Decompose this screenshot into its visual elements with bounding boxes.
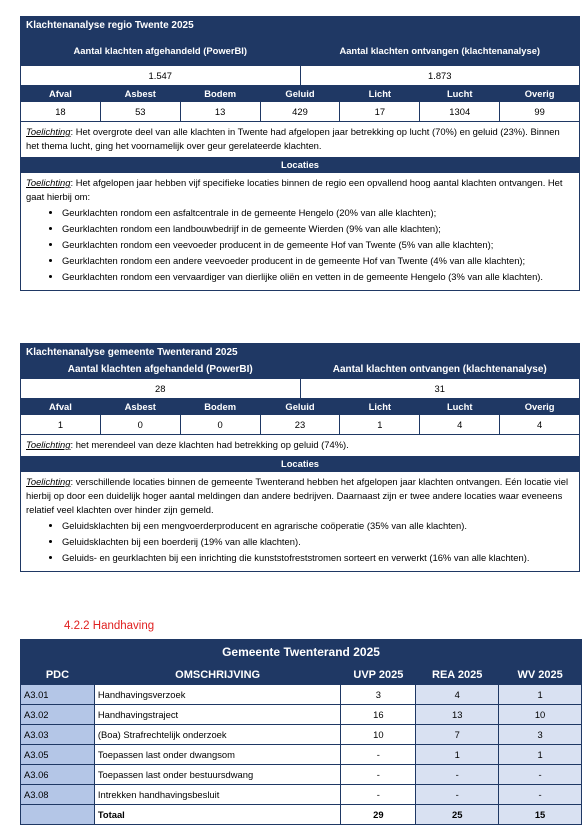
column-header: REA 2025: [416, 665, 499, 685]
regio-value: 99: [499, 102, 579, 121]
gemeente-col2-value: 31: [300, 379, 580, 398]
total-row: [21, 805, 582, 825]
uvp-total: 29: [341, 805, 416, 825]
regio-col2-value: 1.873: [300, 66, 580, 85]
locaties-text: : Het afgelopen jaar hebben vijf specifieke locaties binnen de regio een opvallend hoog aantal klachten ontvangen. Het gaat hierbij om:: [26, 177, 563, 202]
regio-twente-panel: [20, 16, 580, 291]
pdc-cell: A3.02: [21, 705, 95, 725]
gemeente-locaties-body: [21, 471, 579, 571]
regio-value: 53: [100, 102, 180, 121]
locaties-text: : verschillende locaties binnen de gemeente Twenterand hebben het afgelopen jaar klachten ontvangen. Eén locatie viel hierbij op door een duidelijk hoger aantal meldingen dan andere bedrijven. Daarnaast zijn er twee andere locaties waar eveneens relatief veel klachten over hinder zijn gemeld.: [26, 476, 569, 515]
regio-cat: Geluid: [260, 86, 340, 101]
gemeente-cat: Afval: [48, 401, 72, 412]
list-item: • Geluidsklachten bij een boerderij (19% van alle klachten).: [62, 535, 574, 549]
rea-cell: 1: [416, 745, 499, 765]
regio-value: 17: [339, 102, 419, 121]
pdc-cell: A3.03: [21, 725, 95, 745]
list-item: • Geluidsklachten bij een mengvoerderproducent en agrarische coöperatie (35% van alle klachten).: [62, 519, 574, 533]
table-row: [21, 765, 582, 785]
table-row: [21, 785, 582, 805]
description-cell: (Boa) Strafrechtelijk onderzoek: [94, 725, 341, 745]
pdc-cell: A3.01: [21, 685, 95, 705]
column-header: PDC: [21, 665, 95, 685]
table-title: Gemeente Twenterand 2025: [21, 640, 582, 665]
wv-cell: 1: [499, 745, 582, 765]
description-cell: Handhavingsverzoek: [94, 685, 341, 705]
gemeente-value: 0: [180, 415, 260, 434]
regio-value: 1304: [419, 102, 499, 121]
description-cell: Toepassen last onder dwangsom: [94, 745, 341, 765]
uvp-cell: -: [341, 785, 416, 805]
regio-col1-header: Aantal klachten afgehandeld (PowerBI): [73, 44, 247, 56]
gemeente-col2-header: Aantal klachten ontvangen (klachtenanalyse): [300, 362, 580, 378]
regio-cat: Lucht: [419, 86, 499, 101]
regio-locaties-body: [21, 172, 579, 290]
section-heading: 4.2.2 Handhaving: [64, 620, 155, 632]
rea-cell: 4: [416, 685, 499, 705]
table-row: [21, 685, 582, 705]
list-item: • Geurklachten rondom een vervaardiger van dierlijke oliën en vetten in de gemeente Hengelo (3% van alle klachten).: [62, 270, 574, 284]
gemeente-cat: Asbest: [100, 399, 180, 414]
list-item: • Geurklachten rondom een landbouwbedrijf in de gemeente Wierden (9% van alle klachten);: [62, 222, 574, 236]
table-row: [21, 705, 582, 725]
regio-title: Klachtenanalyse regio Twente 2025: [21, 17, 579, 34]
pdc-cell: A3.05: [21, 745, 95, 765]
gemeente-cat: Licht: [339, 399, 419, 414]
wv-cell: 10: [499, 705, 582, 725]
pdc-cell: [21, 805, 95, 825]
uvp-cell: 3: [341, 685, 416, 705]
regio-locaties-list: [26, 206, 574, 284]
total-label: Totaal: [94, 805, 341, 825]
regio-cat: Overig: [499, 86, 579, 101]
table-row: [21, 745, 582, 765]
list-item: • Geluids- en geurklachten bij een inrichting die kunststofreststromen sorteert en verwerkt (16% van alle klachten).: [62, 551, 574, 565]
description-cell: Intrekken handhavingsbesluit: [94, 785, 341, 805]
rea-cell: -: [416, 765, 499, 785]
gemeente-cat: Lucht: [419, 399, 499, 414]
rea-cell: -: [416, 785, 499, 805]
pdc-cell: A3.08: [21, 785, 95, 805]
column-header: WV 2025: [499, 665, 582, 685]
gemeente-locaties-list: [26, 519, 574, 565]
gemeente-locaties-header: Locaties: [21, 456, 579, 471]
gemeente-twenterand-panel: [20, 343, 580, 572]
toelichting-label: Toelichting: [26, 126, 71, 137]
pdc-cell: A3.06: [21, 765, 95, 785]
gemeente-value: 1: [339, 415, 419, 434]
gemeente-value: 4: [419, 415, 499, 434]
toelichting-label: Toelichting: [26, 439, 71, 450]
gemeente-value: 4: [499, 415, 579, 434]
column-header: OMSCHRIJVING: [94, 665, 341, 685]
regio-value: 18: [55, 106, 66, 117]
wv-cell: -: [499, 785, 582, 805]
wv-cell: 3: [499, 725, 582, 745]
column-header: UVP 2025: [341, 665, 416, 685]
regio-col2-header: Aantal klachten ontvangen (klachtenanalyse): [300, 35, 580, 65]
rea-cell: 13: [416, 705, 499, 725]
regio-value: 429: [260, 102, 340, 121]
gemeente-cat: Overig: [499, 399, 579, 414]
gemeente-cat: Bodem: [180, 399, 260, 414]
handhaving-table: [20, 639, 582, 825]
gemeente-col1-header: Aantal klachten afgehandeld (PowerBI): [67, 364, 253, 375]
regio-cat: Asbest: [100, 86, 180, 101]
toelichting-text: : het merendeel van deze klachten had betrekking op geluid (74%).: [70, 439, 349, 450]
regio-toelichting: [21, 121, 579, 157]
regio-cat: Licht: [339, 86, 419, 101]
gemeente-value: 0: [100, 415, 180, 434]
rea-cell: 7: [416, 725, 499, 745]
regio-col1-value: 1.547: [148, 70, 172, 81]
rea-total: 25: [416, 805, 499, 825]
gemeente-value: 23: [260, 415, 340, 434]
description-cell: Toepassen last onder bestuursdwang: [94, 765, 341, 785]
wv-cell: 1: [499, 685, 582, 705]
wv-total: 15: [499, 805, 582, 825]
gemeente-toelichting: [21, 434, 579, 456]
list-item: • Geurklachten rondom een asfaltcentrale in de gemeente Hengelo (20% van alle klachten);: [62, 206, 574, 220]
toelichting-label: Toelichting: [26, 476, 71, 487]
regio-locaties-header: Locaties: [21, 157, 579, 172]
table-row: [21, 725, 582, 745]
gemeente-value: 1: [57, 419, 64, 430]
list-item: • Geurklachten rondom een andere veevoeder producent in de gemeente Hof van Twente (4% van alle klachten);: [62, 254, 574, 268]
uvp-cell: 16: [341, 705, 416, 725]
regio-value: 13: [180, 102, 260, 121]
uvp-cell: -: [341, 765, 416, 785]
uvp-cell: 10: [341, 725, 416, 745]
regio-cat: Afval: [48, 88, 72, 99]
toelichting-text: : Het overgrote deel van alle klachten in Twente had afgelopen jaar betrekking op lucht (70%) en geluid (23%). Binnen het thema lucht, ging het voornamelijk over geur gerelateerde klachten.: [26, 126, 560, 151]
uvp-cell: -: [341, 745, 416, 765]
gemeente-title: Klachtenanalyse gemeente Twenterand 2025: [21, 344, 579, 361]
list-item: • Geurklachten rondom een veevoeder producent in de gemeente Hof van Twente (5% van alle klachten);: [62, 238, 574, 252]
regio-cat: Bodem: [180, 86, 260, 101]
gemeente-col1-value: 28: [155, 383, 166, 394]
description-cell: Handhavingstraject: [94, 705, 341, 725]
toelichting-label: Toelichting: [26, 177, 71, 188]
wv-cell: -: [499, 765, 582, 785]
gemeente-cat: Geluid: [260, 399, 340, 414]
